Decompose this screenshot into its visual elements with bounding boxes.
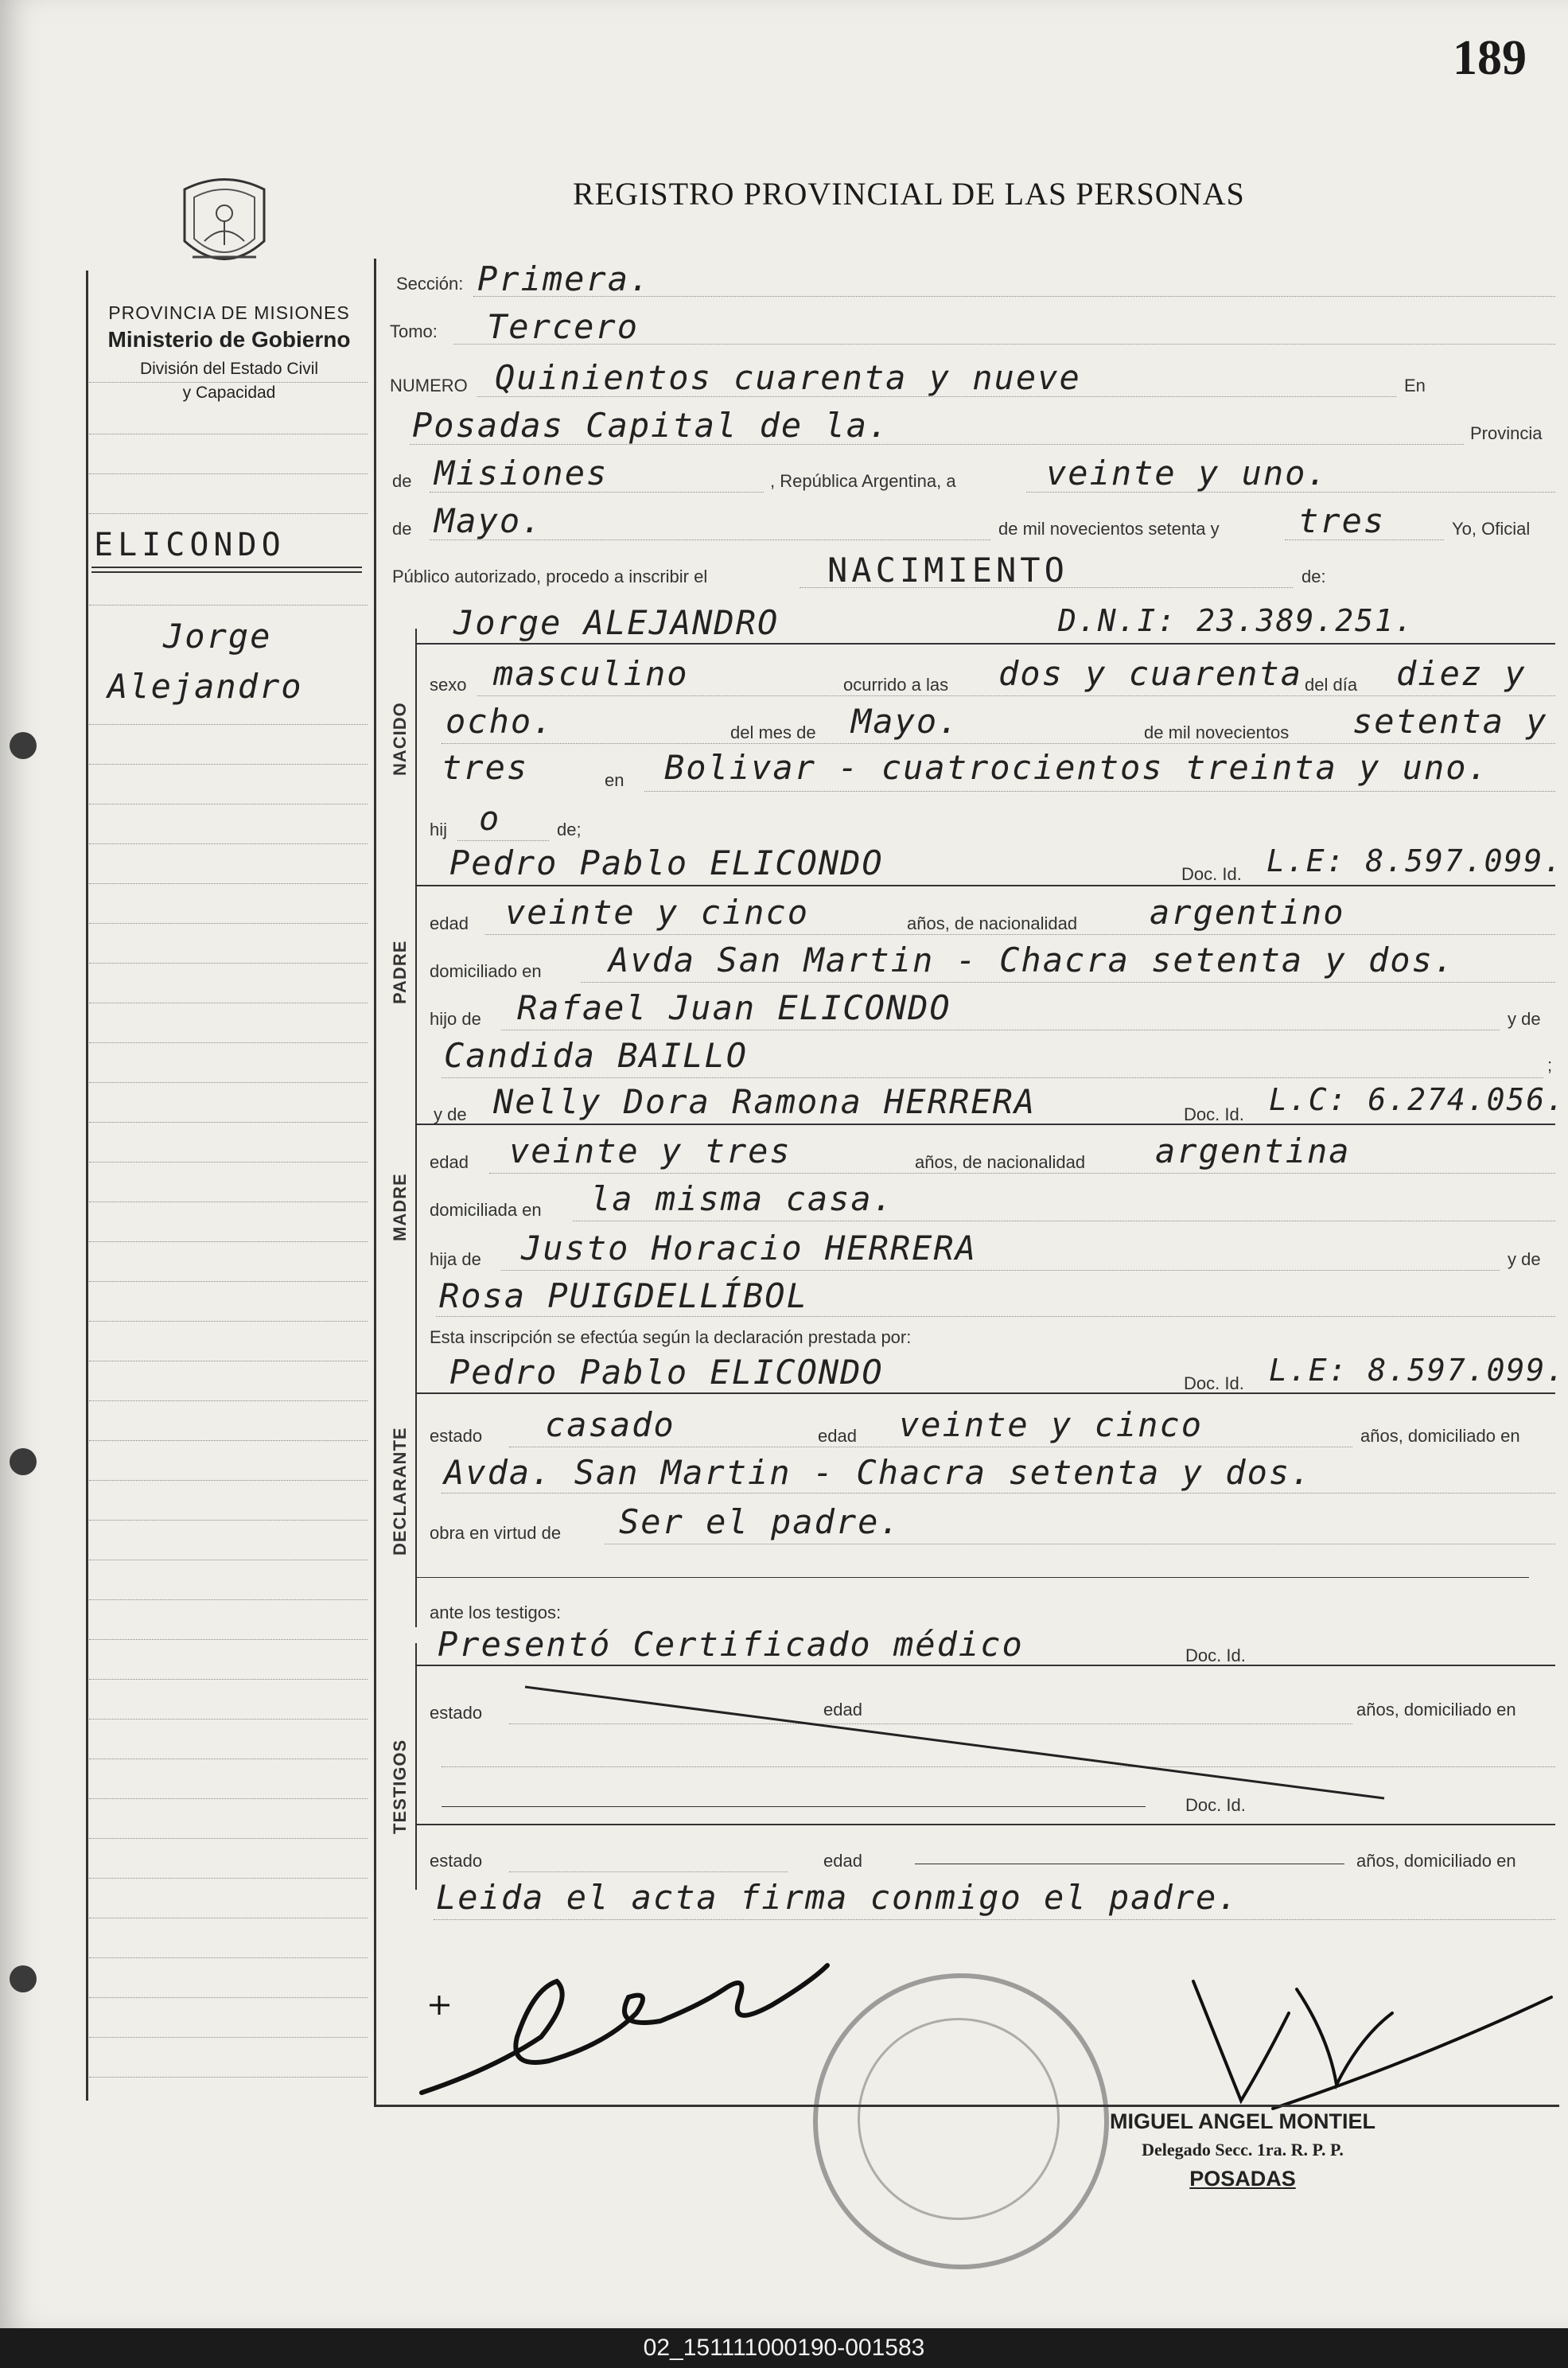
binder-hole (10, 1965, 37, 1992)
testigo1-anos-dom-label: años, domiciliado en (1356, 1700, 1516, 1720)
tomo-value: Tercero (487, 307, 640, 346)
field-rule (477, 396, 1396, 397)
seccion-label: Sección: (396, 274, 464, 294)
division-name-2: y Capacidad (182, 384, 276, 402)
oficial-label: Yo, Oficial (1452, 519, 1531, 539)
maternal-grandfather-value: Justo Horacio HERRERA (521, 1229, 978, 1268)
declarante-obra-label: obra en virtud de (430, 1523, 562, 1543)
field-rule (1026, 492, 1555, 493)
field-rule (442, 1077, 1543, 1078)
testigo2-edad-label: edad (823, 1851, 862, 1871)
province-name: PROVINCIA DE MISIONES (108, 302, 350, 323)
page-number: 189 (1453, 31, 1527, 85)
field-rule (430, 539, 990, 540)
declarante-edad-label: edad (818, 1426, 857, 1446)
field-rule (453, 344, 1555, 345)
birth-day-value-2: ocho. (445, 702, 554, 741)
mother-doc-label: Doc. Id. (1184, 1104, 1244, 1124)
declarante-intro-label: Esta inscripción se efectúa según la declaración prestada por: (430, 1327, 912, 1347)
declarante-estado-value: casado (545, 1405, 675, 1444)
declarante-anos-dom-label: años, domiciliado en (1360, 1426, 1520, 1446)
ministry-name: Ministerio de Gobierno (107, 327, 351, 352)
main-column-line (374, 259, 376, 2105)
section-column-line (415, 629, 417, 1627)
republica-label: , República Argentina, a (770, 471, 956, 491)
ocurrido-label: ocurrido a las (843, 675, 949, 695)
official-city: POSADAS (1189, 2167, 1296, 2191)
witness-strike-line (525, 1679, 1384, 1806)
del-dia-label: del día (1305, 675, 1358, 695)
section-rule (415, 885, 1555, 886)
madre-section-label: MADRE (390, 1173, 410, 1241)
field-rule (644, 791, 1555, 792)
official-title: Delegado Secc. 1ra. R. P. P. (1142, 2140, 1344, 2160)
field-rule (457, 840, 549, 841)
field-rule (477, 695, 1555, 696)
mother-name-value: Nelly Dora Ramona HERRERA (493, 1082, 1037, 1121)
province-block (86, 302, 372, 405)
margin-underline (91, 567, 362, 568)
birth-day-value-1: diez y (1396, 654, 1527, 693)
binder-hole (10, 732, 37, 759)
year-value: tres (1298, 501, 1386, 540)
registry-title: REGISTRO PROVINCIAL DE LAS PERSONAS (573, 176, 1245, 212)
section-rule (415, 1824, 1555, 1825)
field-rule (430, 492, 764, 493)
mother-y-de-label: y de (434, 1104, 467, 1124)
mother-dom-value: la misma casa. (590, 1179, 895, 1218)
declarante-doc-label: Doc. Id. (1184, 1373, 1244, 1393)
provincial-seal-icon (169, 166, 280, 285)
declarante-obra-value: Ser el padre. (619, 1502, 901, 1541)
mother-edad-value: veinte y tres (509, 1131, 792, 1170)
field-rule (410, 444, 1464, 445)
field-rule (442, 743, 1555, 744)
declarante-edad-value: veinte y cinco (899, 1405, 1204, 1444)
father-edad-value: veinte y cinco (505, 893, 810, 932)
birth-month-value: Mayo. (851, 702, 960, 741)
declarante-section-label: DECLARANTE (390, 1427, 410, 1556)
hijo-de-label: de; (557, 820, 582, 839)
sexo-label: sexo (430, 675, 467, 695)
field-rule (415, 1577, 1529, 1578)
birth-year-value-2: tres (442, 748, 529, 787)
testigo1-edad-label: edad (823, 1700, 862, 1720)
father-doc-label: Doc. Id. (1181, 864, 1242, 884)
field-rule (800, 587, 1293, 588)
day-value: veinte y uno. (1046, 454, 1329, 493)
father-name-value: Pedro Pablo ELICONDO (449, 843, 884, 882)
paternal-grandfather-value: Rafael Juan ELICONDO (517, 988, 951, 1027)
section-rule (415, 1392, 1555, 1394)
hijo-label: hij (430, 820, 448, 839)
margin-given-name-2: Alejandro (107, 667, 303, 706)
nacido-section-label: NACIDO (390, 702, 410, 776)
padre-section-label: PADRE (390, 940, 410, 1004)
testigo2-estado-label: estado (430, 1851, 483, 1871)
del-mes-label: del mes de (730, 722, 816, 742)
father-dom-value: Avda San Martin - Chacra setenta y dos. (609, 941, 1456, 980)
bottom-frame-line (374, 2105, 1559, 2107)
act-value: NACIMIENTO (827, 551, 1068, 590)
provincia-label: Provincia (1470, 423, 1543, 443)
field-rule (581, 982, 1555, 983)
de2-label: de (392, 519, 412, 539)
father-doc-value: L.E: 8.597.099. (1266, 843, 1564, 878)
ante-testigos-label: ante los testigos: (430, 1603, 562, 1622)
margin-underline (91, 571, 362, 573)
section-rule (415, 1124, 1555, 1125)
mother-y-de2-label: y de (1508, 1249, 1541, 1269)
official-signature (1177, 1965, 1559, 2125)
official-block (1110, 2107, 1375, 2193)
declarante-name-value: Pedro Pablo ELICONDO (449, 1353, 884, 1392)
official-name: MIGUEL ANGEL MONTIEL (1110, 2109, 1376, 2133)
place-value: Posadas Capital de la. (412, 406, 890, 445)
father-dom-label: domiciliado en (430, 961, 542, 981)
mil-label: de mil novecientos setenta y (998, 519, 1220, 539)
declarante-estado-label: estado (430, 1426, 483, 1446)
field-rule (442, 1493, 1555, 1494)
provincia-value: Misiones (434, 454, 609, 493)
numero-value: Quinientos cuarenta y nueve (495, 358, 1081, 397)
maternal-grandmother-value: Rosa PUIGDELLÍBOL (439, 1276, 808, 1315)
seccion-value: Primera. (477, 259, 652, 298)
field-rule (442, 1806, 1146, 1807)
margin-given-name-1: Jorge (163, 617, 272, 656)
declarant-signature (398, 1942, 843, 2117)
hour-value: dos y cuarenta (998, 654, 1303, 693)
birth-mil-label: de mil novecientos (1144, 722, 1290, 742)
testigo2-doc-label: Doc. Id. (1185, 1795, 1246, 1815)
mother-nac-label: años, de nacionalidad (915, 1152, 1086, 1172)
testigos-section-label: TESTIGOS (390, 1739, 410, 1834)
testigos-note-value: Presentó Certificado médico (438, 1625, 1024, 1664)
margin-surname: ELICONDO (94, 527, 286, 563)
father-hijo-de-label: hijo de (430, 1009, 481, 1029)
field-rule (1285, 539, 1444, 540)
father-edad-label: edad (430, 913, 469, 933)
father-nac-label: años, de nacionalidad (907, 913, 1078, 933)
de-label: de (392, 471, 412, 491)
field-rule (501, 1270, 1500, 1271)
father-y-de-label: y de (1508, 1009, 1541, 1029)
division-name: División del Estado Civil (139, 360, 319, 378)
field-rule (509, 1871, 788, 1872)
mother-hija-de-label: hija de (430, 1249, 481, 1269)
registry-stamp-inner (858, 2018, 1060, 2220)
birth-en-label: en (605, 770, 624, 790)
field-rule (434, 1919, 1555, 1920)
registry-stamp (813, 1973, 1109, 2269)
mother-dom-label: domiciliada en (430, 1200, 542, 1220)
en-label: En (1404, 376, 1426, 395)
testigo2-anos-dom-label: años, domiciliado en (1356, 1851, 1516, 1871)
testigo1-estado-label: estado (430, 1703, 483, 1723)
child-name-value: Jorge ALEJANDRO (453, 603, 780, 642)
de3-label: de: (1301, 567, 1326, 586)
birth-place-value: Bolivar - cuatrocientos treinta y uno. (664, 748, 1489, 787)
mother-doc-value: L.C: 6.274.056. (1269, 1082, 1566, 1117)
declarante-dom-value: Avda. San Martin - Chacra setenta y dos. (444, 1453, 1313, 1492)
field-rule (485, 934, 1555, 935)
declarante-doc-value: L.E: 8.597.099. (1269, 1353, 1566, 1388)
father-nac-value: argentino (1150, 893, 1345, 932)
footer-id: 02_151111000190-001583 (0, 2328, 1568, 2368)
field-rule (436, 1316, 1555, 1317)
mother-edad-label: edad (430, 1152, 469, 1172)
father-semicolon: ; (1547, 1055, 1553, 1075)
tomo-label: Tomo: (390, 321, 438, 341)
field-rule (489, 1173, 1555, 1174)
mother-nac-value: argentina (1155, 1131, 1351, 1170)
binder-hole (10, 1448, 37, 1475)
birth-year-value-1: setenta y (1352, 702, 1548, 741)
closing-statement-value: Leida el acta firma conmigo el padre. (436, 1878, 1239, 1917)
hijo-value: o (479, 799, 501, 838)
field-rule (473, 296, 1555, 297)
section-rule (415, 643, 1555, 645)
section-column-line (415, 1643, 417, 1890)
child-dni-value: D.N.I: 23.389.251. (1058, 603, 1414, 638)
section-rule (415, 1665, 1555, 1666)
testigo1-doc-label: Doc. Id. (1185, 1646, 1246, 1665)
paternal-grandmother-value: Candida BAILLO (444, 1036, 749, 1075)
month-value: Mayo. (434, 501, 543, 540)
sexo-value: masculino (493, 654, 689, 693)
numero-label: NUMERO (390, 376, 468, 395)
publico-label: Público autorizado, procedo a inscribir el (392, 567, 708, 586)
